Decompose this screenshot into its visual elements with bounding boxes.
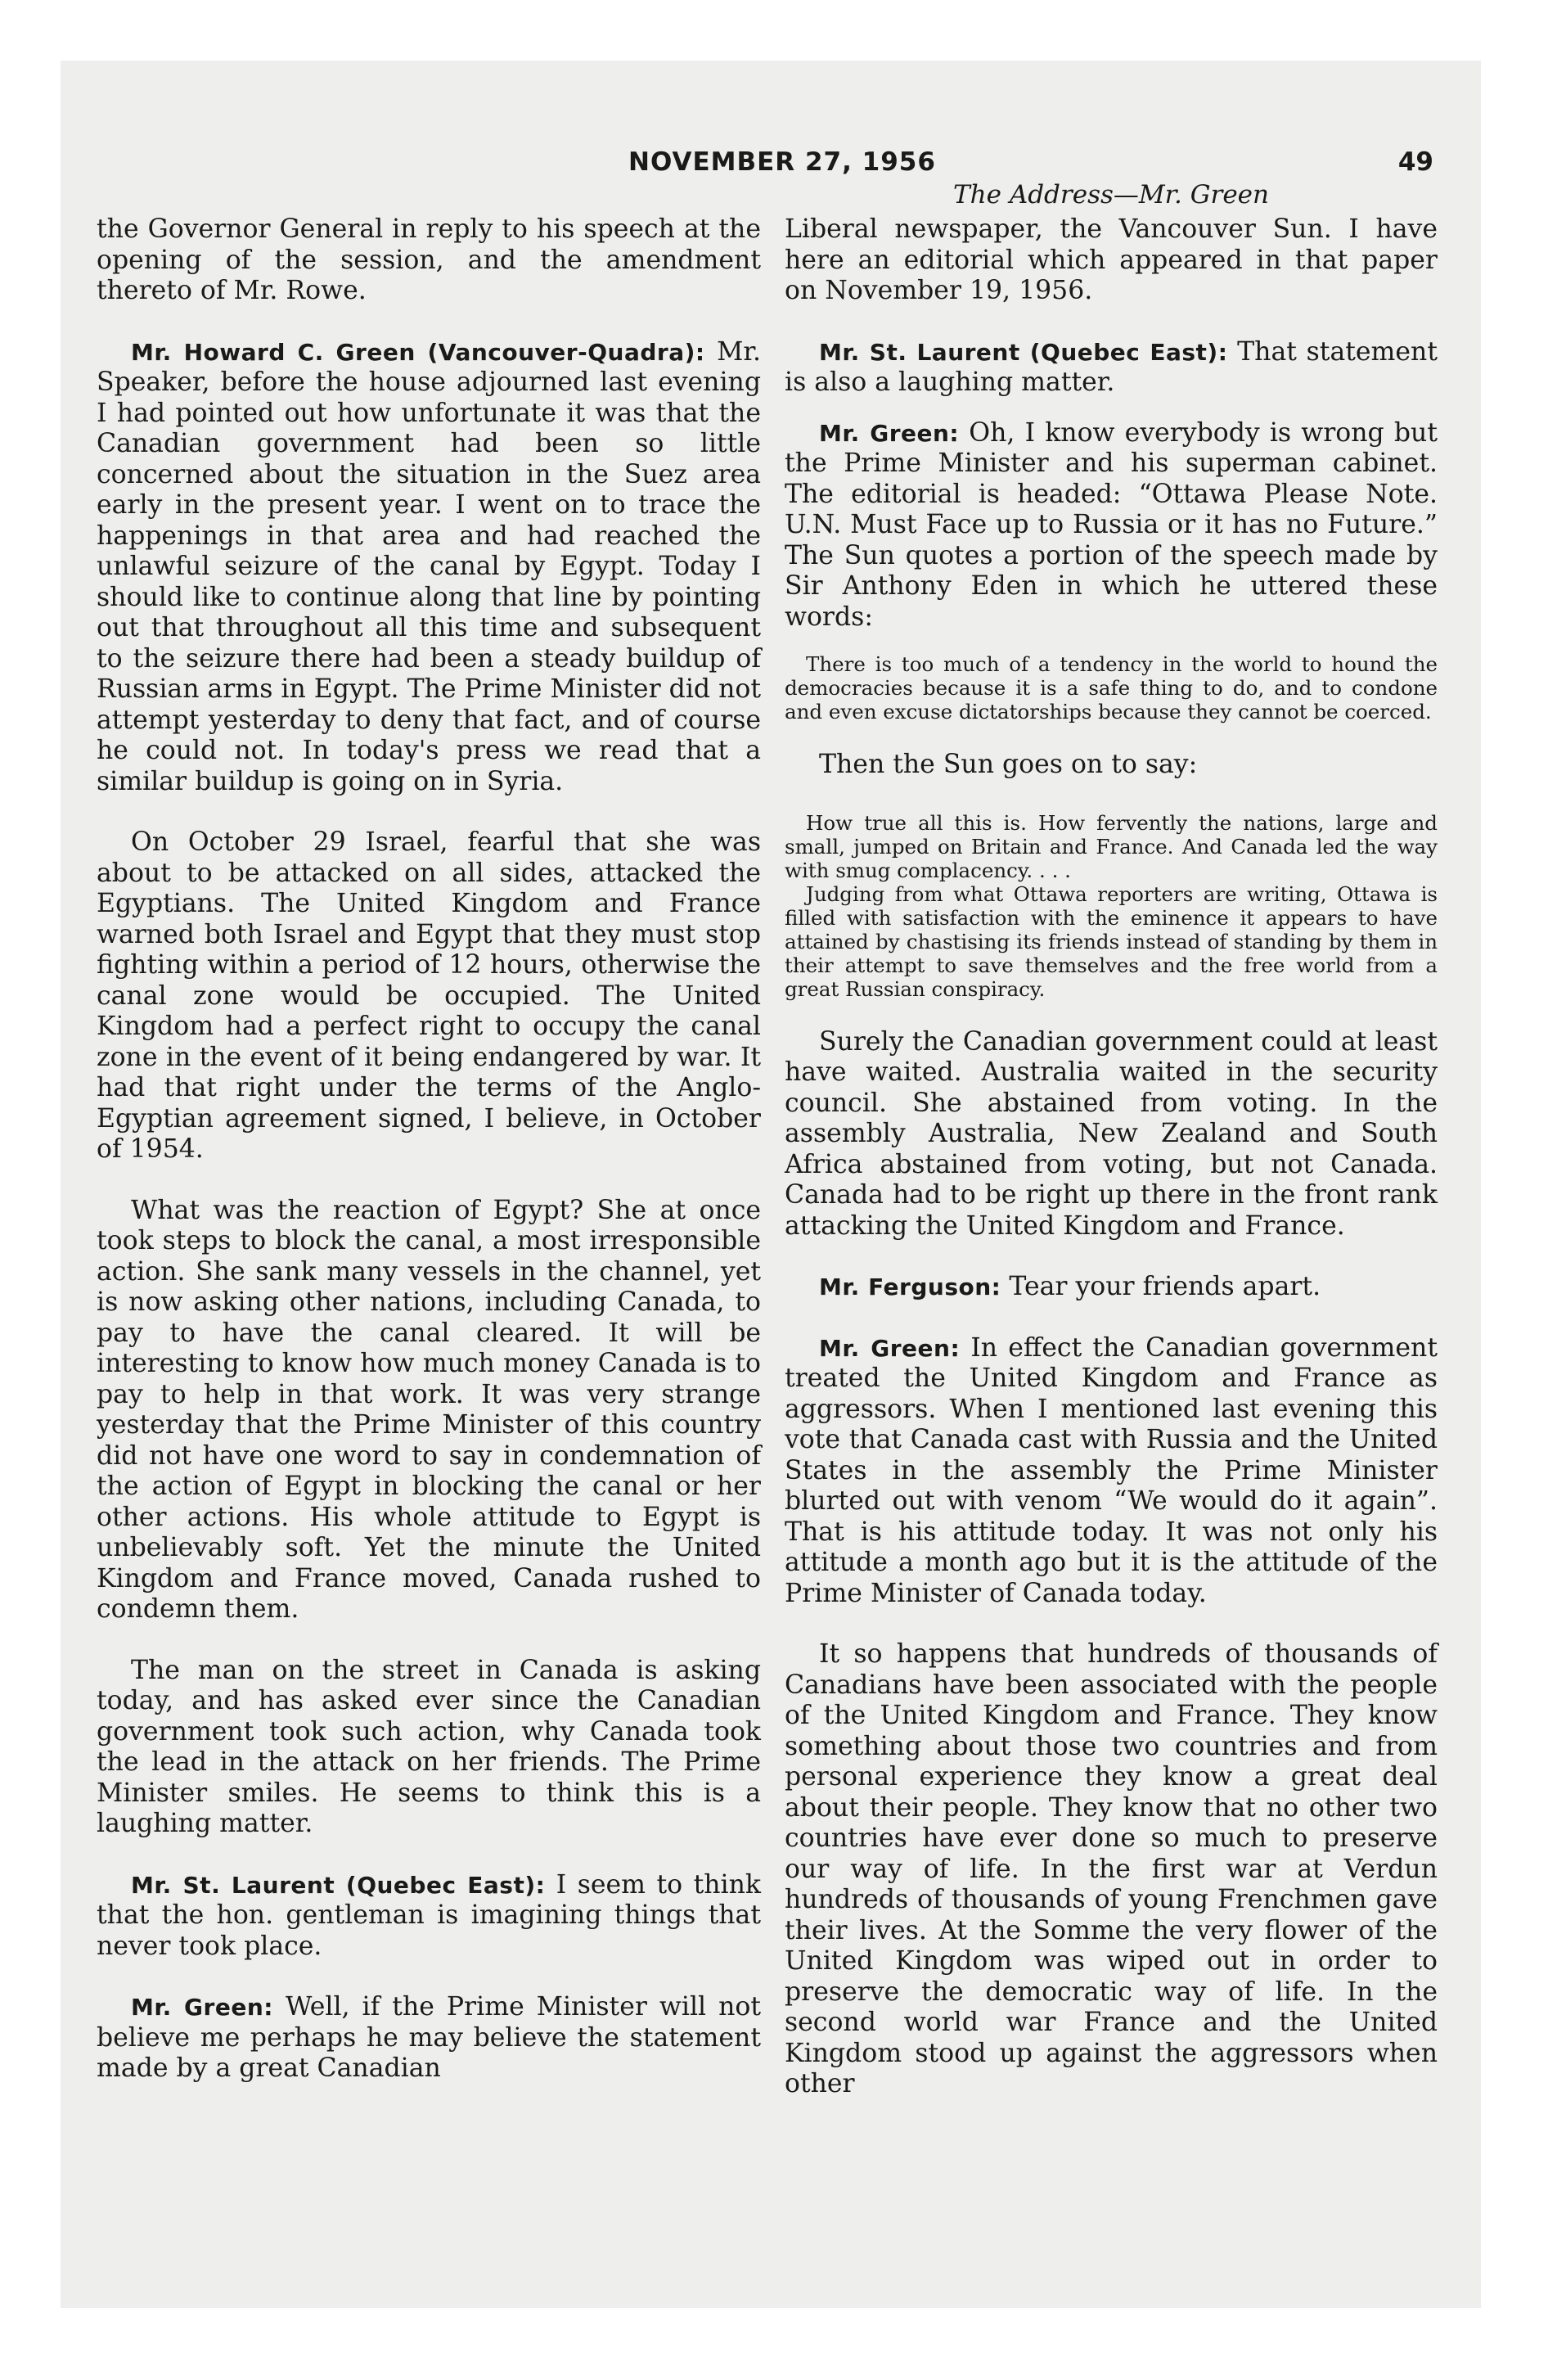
left-column bbox=[97, 214, 761, 2115]
speech-text: Oh, I know everybody is wrong but the Prime Minister and his superman cabinet. The editorial is headed: “Ottawa Please Note. U.N. Must Face up to Russia or it has no Future.” The Sun quotes a portion of the speech made by Sir Anthony Eden in which he uttered these words: bbox=[785, 417, 1438, 632]
page-number: 49 bbox=[1397, 147, 1433, 177]
document-page bbox=[61, 61, 1481, 2308]
running-head: The Address—Mr. Green bbox=[952, 180, 1269, 210]
speech-text: In effect the Canadian government treated the United Kingdom and France as aggressors. When I mentioned last evening this vote that Canada cast with Russia and the United States in the assembly the Prime Minister blurted out with venom “We would do it again”. That is his attitude today. It was not only his attitude a month ago but it is the attitude of the Prime Minister of Canada today. bbox=[785, 1332, 1438, 1608]
block-quote: How true all this is. How fervently the nations, large and small, jumped on Britain and France. And Canada led the way with smug complacency. . . . bbox=[785, 810, 1438, 882]
speech-paragraph bbox=[785, 418, 1438, 633]
speaker-name: Mr. Howard C. Green (Vancouver-Quadra): bbox=[131, 338, 705, 366]
block-quote: Judging from what Ottawa reporters are writing, Ottawa is filled with satisfaction with the eminence it appears to have attained by chastising its friends instead of standing by them in their attempt to save themselves and the free world from a great Russian conspiracy. bbox=[785, 881, 1438, 1001]
speech-paragraph bbox=[785, 337, 1438, 399]
block-quote: There is too much of a tendency in the world to hound the democracies because it is a safe thing to do, and to condone and even excuse dictatorships because they cannot be coerced. bbox=[785, 652, 1438, 723]
paragraph: The man on the street in Canada is asking today, and has asked ever since the Canadian government took such action, why Canada took the lead in the attack on her friends. The Prime Minister smiles. He seems to think this is a laughing matter. bbox=[97, 1655, 761, 1838]
paragraph: the Governor General in reply to his speech at the opening of the session, and the amendment thereto of Mr. Rowe. bbox=[97, 214, 761, 305]
speaker-name: Mr. Ferguson: bbox=[819, 1273, 1001, 1300]
paragraph: What was the reaction of Egypt? She at once took steps to block the canal, a most irresponsible action. She sank many vessels in the channel, yet is now asking other nations, including Canada, to pay to have the canal cleared. It will be interesting to know how much money Canada is to pay to help in that work. It was very strange yesterday that the Prime Minister of this country did not have one word to say in condemnation of the action of Egypt in blocking the canal or her other actions. His whole attitude to Egypt is unbelievably soft. Yet the minute the United Kingdom and France moved, Canada rushed to condemn them. bbox=[97, 1195, 761, 1624]
speaker-name: Mr. Green: bbox=[819, 1334, 961, 1362]
page-header bbox=[61, 147, 1481, 180]
speaker-name: Mr. Green: bbox=[819, 419, 960, 447]
speaker-name: Mr. Green: bbox=[131, 1994, 273, 2021]
paragraph: Then the Sun goes on to say: bbox=[819, 750, 1198, 779]
speech-text: That statement is also a laughing matter. bbox=[785, 336, 1438, 397]
speech-text: Well, if the Prime Minister will not believe me perhaps he may believe the statement made by a great Canadian bbox=[97, 1992, 762, 2083]
speech-text: I seem to think that the hon. gentleman is imagining things that never took place. bbox=[97, 1869, 761, 1961]
speaker-name: Mr. St. Laurent (Quebec East): bbox=[131, 1871, 546, 1899]
speech-paragraph bbox=[97, 337, 761, 798]
paragraph: Surely the Canadian government could at least have waited. Australia waited in the security council. She abstained from voting. In the assembly Australia, New Zealand and South Africa abstained from voting, but not Canada. Canada had to be right up there in the front rank attacking the United Kingdom and France. bbox=[785, 1026, 1438, 1241]
speaker-name: Mr. St. Laurent (Quebec East): bbox=[819, 338, 1228, 366]
right-column bbox=[785, 214, 1438, 2130]
speech-text: Tear your friends apart. bbox=[1001, 1272, 1321, 1301]
header-date: NOVEMBER 27, 1956 bbox=[628, 147, 936, 177]
speech-paragraph bbox=[785, 1272, 1438, 1303]
speech-paragraph bbox=[97, 1992, 761, 2085]
speech-paragraph bbox=[97, 1870, 761, 1963]
paragraph: Liberal newspaper, the Vancouver Sun. I have here an editorial which appeared in that paper on November 19, 1956. bbox=[785, 214, 1438, 305]
paragraph: On October 29 Israel, fearful that she was about to be attacked on all sides, attacked the Egyptians. The United Kingdom and France warned both Israel and Egypt that they must stop fighting within a period of 12 hours, otherwise the canal zone would be occupied. The United Kingdom had a perfect right to occupy the canal zone in the event of it being endangered by war. It had that right under the terms of the Anglo-Egyptian agreement signed, I believe, in October of 1954. bbox=[97, 827, 761, 1164]
speech-text: Mr. Speaker, before the house adjourned last evening I had pointed out how unfortunate it was that the Canadian government had been so little concerned about the situation in the Suez area early in the present year. I went on to trace the happenings in that area and had reached the unlawful seizure of the canal by Egypt. Today I should like to continue along that line by pointing out that throughout all this time and subsequent to the seizure there had been a steady buildup of Russian arms in Egypt. The Prime Minister did not attempt yesterday to deny that fact, and of course he could not. In today's press we read that a similar buildup is going on in Syria. bbox=[97, 336, 761, 796]
speech-paragraph bbox=[785, 1333, 1438, 1610]
paragraph: It so happens that hundreds of thousands of Canadians have been associated with the people of the United Kingdom and France. They know something about those two countries and from personal experience they know a great deal about their people. They know that no other two countries have ever done so much to preserve our way of life. In the first war at Verdun hundreds of thousands of young Frenchmen gave their lives. At the Somme the very flower of the United Kingdom was wiped out in order to preserve the democratic way of life. In the second world war France and the United Kingdom stood up against the aggressors when other bbox=[785, 1639, 1438, 2098]
